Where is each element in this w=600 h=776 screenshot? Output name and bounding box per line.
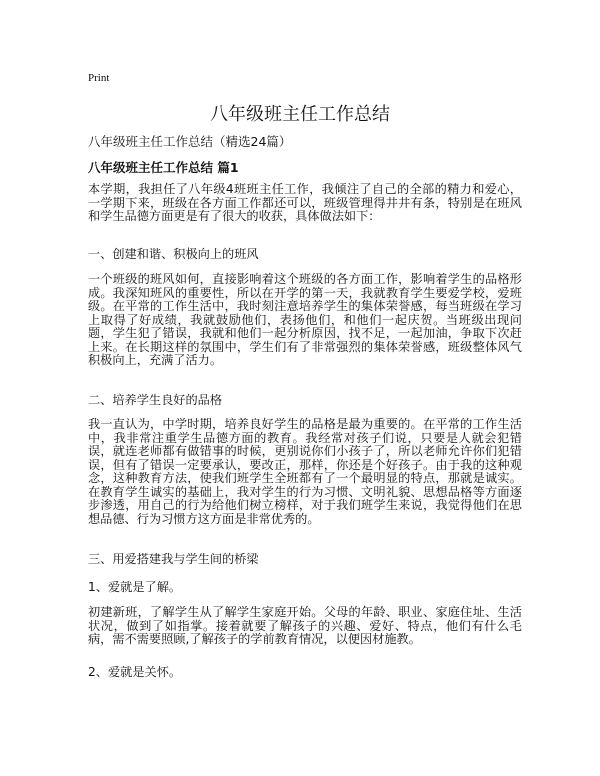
page-title: 八年级班主任工作总结 [210, 104, 390, 125]
subsection-1-paragraph: 初建新班，了解学生从了解学生家庭开始。父母的年龄、职业、家庭住址、生活状况，做到了如指掌。接着就要了解孩子的兴趣、爱好、特点，他们有什么毛病，需不需要照顾,了解孩子的学前教育情况，以便因材施教。 [88, 605, 522, 646]
subsection-1-heading: 1、爱就是了解。 [88, 580, 182, 594]
intro-paragraph: 本学期，我担任了八年级4班班主任工作，我倾注了自己的全部的精力和爱心，一学期下来，班级在各方面工作都还可以，班级管理得井井有条，特别是在班风和学生品德方面更是有了很大的收获，具体做法如下： [88, 182, 522, 223]
section-2-heading: 二、培养学生良好的品格 [88, 393, 223, 407]
article-heading: 八年级班主任工作总结 篇1 [88, 160, 239, 175]
subtitle: 八年级班主任工作总结（精选24篇） [88, 134, 292, 149]
section-1-heading: 一、创建和谐、积极向上的班风 [88, 247, 259, 261]
print-link[interactable]: Print [88, 72, 110, 84]
section-1-paragraph: 一个班级的班风如何，直接影响着这个班级的各方面工作，影响着学生的品格形成。我深知班风的重要性，所以在开学的第一天，我就教育学生要爱学校，爱班级。在平常的工作生活中，我时刻注意培养学生的集体荣誉感，每当班级在学习上取得了好成绩，我就鼓励他们，表扬他们，和他们一起庆贺。当班级出现问题，学生犯了错误，我就和他们一起分析原因，找不足，一起加油，争取下次赶上来。在长期这样的氛围中，学生们有了非常强烈的集体荣誉感，班级整体风气积极向上，充满了活力。 [88, 272, 522, 367]
section-2-paragraph: 我一直认为，中学时期，培养良好学生的品格是最为重要的。在平常的工作生活中，我非常注重学生品德方面的教育。我经常对孩子们说，只要是人就会犯错误，就连老师都有做错事的时候，更别说你们小孩子了，所以老师允许你们犯错误，但有了错误一定要承认，要改正，那样，你还是个好孩子。由于我的这种观念，这种教育方法，使我们班学生全班都有了一个最明显的特点，那就是诚实。在教育学生诚实的基础上，我对学生的行为习惯、文明礼貌、思想品格等方面逐步渗透，用自己的行为给他们树立榜样，对于我们班学生来说，我觉得他们在思想品德、行为习惯方这方面是非常优秀的。 [88, 417, 522, 526]
subsection-2-heading: 2、爱就是关怀。 [88, 665, 182, 679]
section-3-heading: 三、用爱搭建我与学生间的桥梁 [88, 552, 259, 566]
